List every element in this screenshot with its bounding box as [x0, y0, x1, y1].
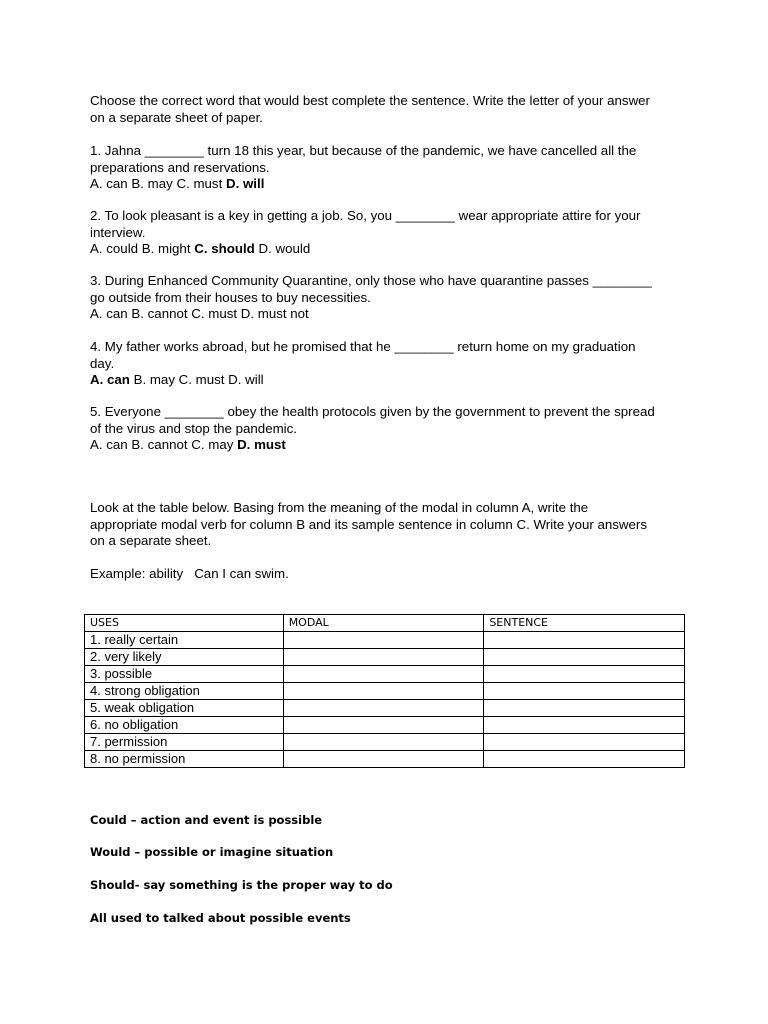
sentence-cell [484, 751, 685, 768]
uses-cell: 3. possible [85, 666, 284, 683]
question-options [90, 241, 690, 258]
header-uses: USES [85, 615, 284, 632]
instructions-line: appropriate modal verb for column B and its sample sentence in column C. Write your answers [90, 516, 648, 532]
modal-cell [283, 632, 484, 649]
sentence-cell [484, 717, 685, 734]
question-text-line: go outside from their houses to buy necessities. [90, 289, 371, 305]
question-text-line: 1. Jahna ________ turn 18 this year, but because of the pandemic, we have cancelled all the [90, 143, 637, 158]
question-options [90, 176, 690, 193]
sentence-cell [484, 734, 685, 751]
uses-cell: 1. really certain [85, 632, 284, 649]
modal-cell [283, 734, 484, 751]
uses-cell: 6. no obligation [85, 717, 284, 734]
modal-cell [283, 649, 484, 666]
answer-option: A. can [90, 372, 130, 387]
uses-cell: 5. weak obligation [85, 700, 284, 717]
instructions-part2 [90, 500, 690, 550]
modal-cell [283, 683, 484, 700]
modal-cell [283, 717, 484, 734]
modal-cell [283, 700, 484, 717]
option-text: A. can B. cannot C. may [90, 437, 238, 452]
question-options [90, 437, 690, 454]
question-1 [90, 143, 690, 193]
question-4 [90, 339, 690, 389]
uses-cell: 4. strong obligation [85, 683, 284, 700]
question-2 [90, 208, 690, 258]
answer-option: D. must [237, 437, 286, 452]
answer-option: C. should [194, 241, 255, 256]
option-text: D. would [254, 241, 311, 256]
table-row [85, 700, 685, 717]
option-text: A. can B. may C. must [90, 176, 226, 191]
header-sentence: SENTENCE [484, 615, 685, 632]
table-row [85, 666, 685, 683]
uses-cell: 7. permission [85, 734, 284, 751]
instructions-part1 [90, 93, 690, 126]
modal-cell [283, 751, 484, 768]
table-row [85, 649, 685, 666]
modal-uses-table [84, 614, 685, 768]
note-all: All used to talked about possible events [90, 911, 351, 925]
uses-cell: 2. very likely [85, 649, 284, 666]
sentence-cell [484, 666, 685, 683]
sentence-cell [484, 700, 685, 717]
question-text-line: 5. Everyone ________ obey the health protocols given by the government to prevent the spread [90, 404, 655, 419]
sentence-cell [484, 649, 685, 666]
instructions-line: on a separate sheet. [90, 533, 212, 548]
question-text-line: 3. During Enhanced Community Quarantine, only those who have quarantine passes ________ [90, 273, 652, 288]
example-line: Example: ability Can I can swim. [90, 566, 289, 581]
question-text-line: 2. To look pleasant is a key in getting a job. So, you ________ wear appropriate attire for your [90, 208, 641, 223]
instructions-line: Look at the table below. Basing from the meaning of the modal in column A, write the [90, 500, 589, 515]
table-row [85, 632, 685, 649]
table-row [85, 751, 685, 768]
question-text-line: interview. [90, 224, 146, 240]
option-text: B. may C. must D. will [129, 372, 264, 387]
note-could: Could – action and event is possible [90, 813, 323, 827]
table-row [85, 717, 685, 734]
option-text: A. can B. cannot C. must D. must not [90, 306, 309, 321]
uses-cell: 8. no permission [85, 751, 284, 768]
table-row [85, 683, 685, 700]
instructions-line: on a separate sheet of paper. [90, 109, 263, 125]
option-text: A. could B. might [90, 241, 195, 256]
instructions-line: Choose the correct word that would best complete the sentence. Write the letter of your answer [90, 93, 650, 108]
question-text-line: preparations and reservations. [90, 159, 270, 175]
question-text-line: 4. My father works abroad, but he promised that he ________ return home on my graduation [90, 339, 636, 354]
note-would: Would – possible or imagine situation [90, 845, 334, 859]
sentence-cell [484, 632, 685, 649]
question-5 [90, 404, 690, 454]
note-should: Should- say something is the proper way to do [90, 878, 393, 892]
question-text-line: day. [90, 355, 115, 371]
question-options [90, 372, 690, 389]
table-row [85, 734, 685, 751]
header-modal: MODAL [283, 615, 484, 632]
question-3 [90, 273, 690, 323]
question-options [90, 306, 690, 323]
question-text-line: of the virus and stop the pandemic. [90, 420, 297, 436]
table-header-row [85, 615, 685, 632]
answer-option: D. will [225, 176, 265, 191]
modal-cell [283, 666, 484, 683]
sentence-cell [484, 683, 685, 700]
